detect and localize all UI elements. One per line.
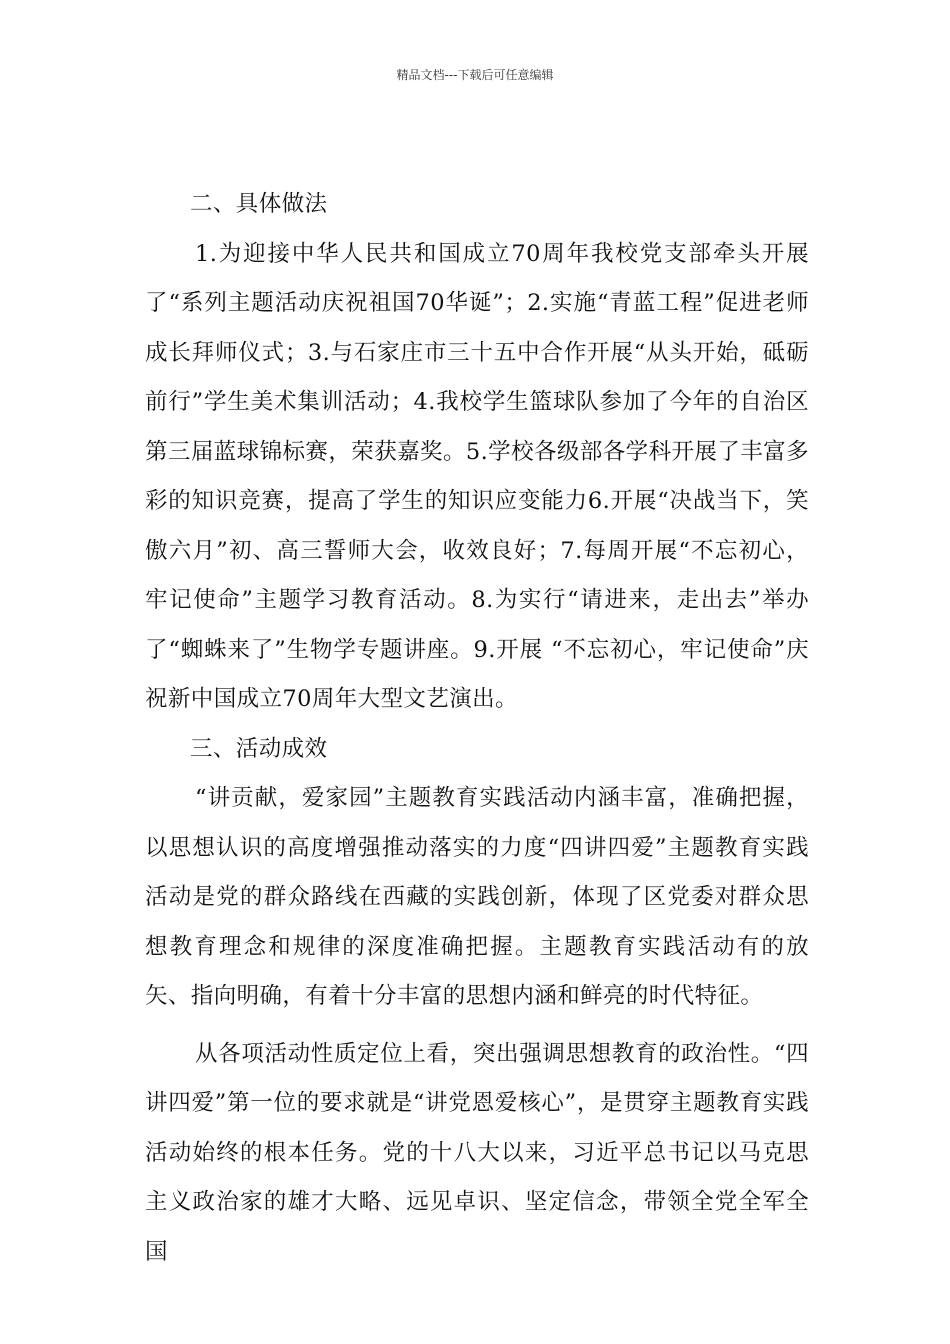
section-heading-results: 三、活动成效 [190, 735, 328, 762]
results-paragraph-1: “讲贡献，爱家园”主题教育实践活动内涵丰富，准确把握，以思想认识的高度增强推动落实的力度“四讲四爱”主题教育实践活动是党的群众路线在西藏的实践创新，体现了区党委对群众思想教育理念和规律的深度准确把握。主题教育实践活动有的放矢、指向明确，有着十分丰富的思想内涵和鲜亮的时代特征。 [145, 785, 809, 1009]
results-paragraph-2: 从各项活动性质定位上看，突出强调思想教育的政治性。“四讲四爱”第一位的要求就是“讲党恩爱核心”，是贯穿主题教育实践活动始终的根本任务。党的十八大以来，习近平总书记以马克思主义政治家的雄才大略、远见卓识、坚定信念，带领全党全军全国 [145, 1040, 809, 1265]
section-heading-practice: 二、具体做法 [190, 191, 328, 217]
practice-paragraph: 1.为迎接中华人民共和国成立70周年我校党支部牵头开展了“系列主题活动庆祝祖国70华诞”；2.实施“青蓝工程”促进老师成长拜师仪式；3.与石家庄市三十五中合作开展“从头开始，砥砺前行”学生美术集训活动；4.我校学生篮球队参加了今年的自治区第三届蓝球锦标赛，荣获嘉奖。5.学校各级部各学科开展了丰富多彩的知识竞赛，提高了学生的知识应变能力6.开展“决战当下，笑傲六月”初、高三誓师大会，收效良好；7.每周开展“不忘初心，牢记使命”主题学习教育活动。8.为实行“请进来，走出去”举办了“蜘蛛来了”生物学专题讲座。9.开展 “不忘初心，牢记使命”庆祝新中国成立70周年大型文艺演出。 [145, 240, 809, 712]
page-header: 精品文档---下载后可任意编辑 [396, 68, 554, 82]
document-body [145, 180, 809, 1277]
